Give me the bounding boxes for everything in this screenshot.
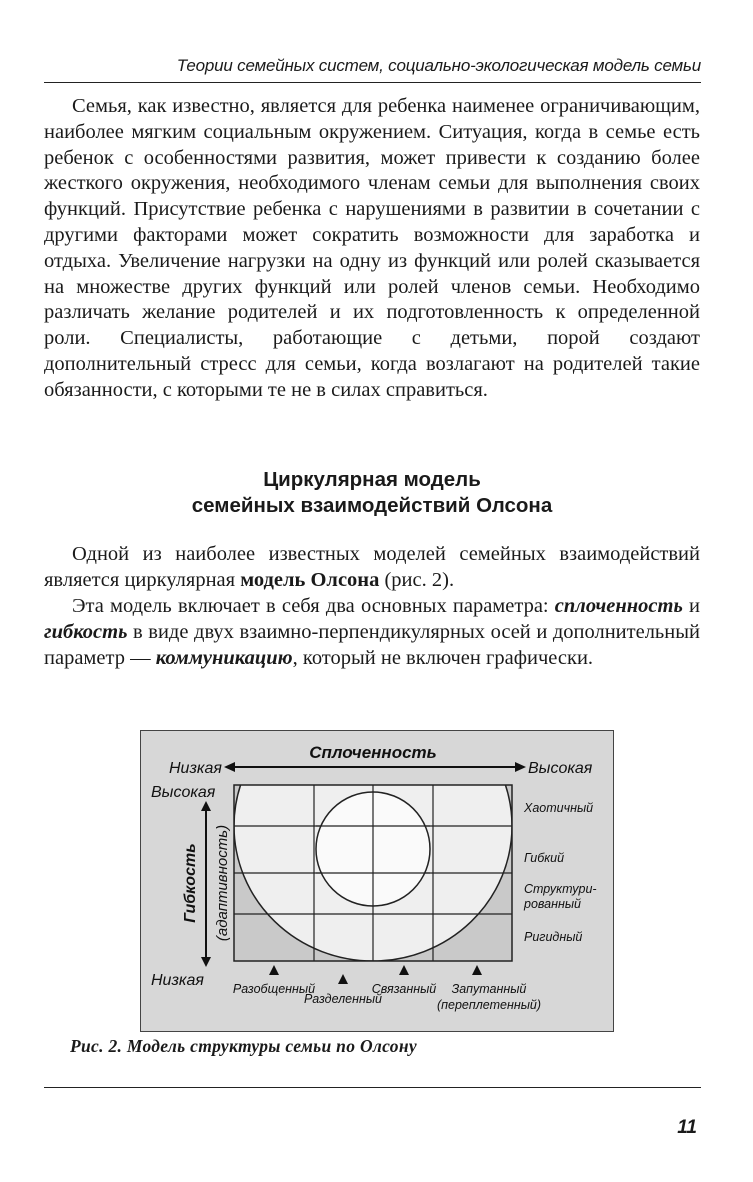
paragraph-2-text: Одной из наиболее известных моделей семейных взаимодействий является циркулярная <box>44 543 700 591</box>
paragraph-2-end: (рис. 2). <box>379 568 455 591</box>
cohesion-high-label: Высокая <box>528 760 593 777</box>
label-chaotic: Хаотичный <box>524 801 594 815</box>
arrow-enmeshed <box>472 965 482 975</box>
figure-caption: Рис. 2. Модель структуры семьи по Олсону <box>70 1036 417 1056</box>
term-cohesion: сплоченность <box>554 595 683 617</box>
footer-rule <box>44 1087 701 1088</box>
flex-axis-sublabel: (адаптивность) <box>214 824 231 942</box>
paragraph-3-mid: в виде двух взаимно-перпендикулярных осей и дополнительный параметр — <box>44 620 700 669</box>
running-head: Теории семейных систем, социально-экологическая модель семьи <box>176 56 701 75</box>
cohesion-left-arrow <box>224 762 235 772</box>
label-enmeshed: Запутанный <box>451 982 527 996</box>
paragraph-3-text: Эта модель включает в себя два основных параметра: <box>72 595 555 617</box>
label-enmeshed-alt: (переплетенный) <box>436 998 542 1012</box>
body-text-block-3 <box>44 594 700 671</box>
arrow-disengaged <box>269 965 279 975</box>
section-title <box>44 467 700 519</box>
header-rule <box>44 82 701 83</box>
section-title-line-2: семейных взаимодействий Олсона <box>191 493 553 517</box>
olson-model-term: модель Олсона <box>240 568 380 591</box>
flex-up-arrow <box>201 801 211 811</box>
paragraph-1: Семья, как известно, является для ребенка наименее ограничивающим, наиболее мягким социальным окружением. Ситуация, когда в семье есть ребенок с особенностями развития, может привести к созданию более жесткого окружения, необходимого членам семьи для выполнения своих функций. Присутствие ребенка с нарушениями в развитии в сочетании с другими факторами может сократить возможности для заработка и отдыха. Увеличение нагрузки на одну из функций или ролей сказывается на множестве других функций или ролей членов семьи. Необходимо различать желание родителей и их подготовленность к определенной роли. Специалисты, работающие с детьми, порой создают дополнительный стресс для семьи, когда возлагают на родителей такие обязанности, с которыми те не в силах справиться. <box>44 95 700 401</box>
label-rigid: Ригидный <box>524 930 583 944</box>
olson-model-figure <box>140 730 614 1032</box>
label-flexible: Гибкий <box>524 851 565 865</box>
label-separated: Разделенный <box>303 992 383 1006</box>
cohesion-low-label: Низкая <box>169 760 222 777</box>
arrow-connected <box>399 965 409 975</box>
paragraph-3-and: и <box>682 595 700 617</box>
paragraph-3-end: , который не включен графически. <box>292 646 594 669</box>
term-communication: коммуникацию <box>155 646 293 669</box>
paragraph-2 <box>44 542 700 594</box>
section-title-line-1: Циркулярная модель <box>263 468 481 491</box>
label-structured-2: рованный <box>524 897 582 911</box>
flex-high-label: Высокая <box>151 784 216 801</box>
label-structured-1: Структури- <box>524 882 597 896</box>
flex-low-label: Низкая <box>151 972 204 989</box>
label-disengaged: Разобщенный <box>232 982 316 996</box>
flex-down-arrow <box>201 957 211 967</box>
arrow-separated <box>338 974 348 984</box>
flex-axis-label: Гибкость <box>182 843 199 923</box>
paragraph-3 <box>44 594 700 671</box>
body-text-block-1 <box>44 94 700 404</box>
cohesion-right-arrow <box>515 762 526 772</box>
term-flexibility: гибкость <box>44 620 128 643</box>
label-connected: Связанный <box>371 982 437 996</box>
body-text-block-2 <box>44 542 700 594</box>
page-number: 11 <box>677 1117 697 1138</box>
cohesion-axis-label: Сплоченность <box>309 743 437 762</box>
olson-diagram <box>141 731 613 1031</box>
